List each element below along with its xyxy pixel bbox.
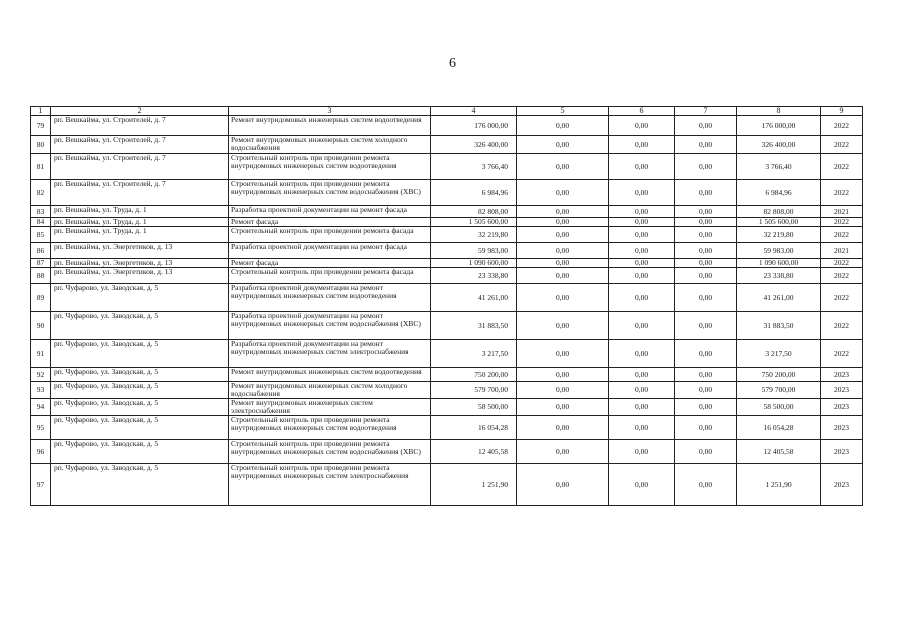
cost-cell: 32 219,80 [737, 227, 821, 243]
cost-cell: 0,00 [675, 312, 737, 340]
row-number: 90 [31, 312, 51, 340]
cost-cell: 326 400,00 [737, 136, 821, 154]
cost-cell: 0,00 [609, 312, 675, 340]
work-type-cell: Ремонт внутридомовых инженерных систем холодного водоснабжения [229, 382, 431, 399]
cost-total-cell: 1 251,90 [431, 464, 517, 506]
cost-cell: 12 405,58 [737, 440, 821, 464]
table-row [31, 464, 863, 506]
row-number: 80 [31, 136, 51, 154]
year-cell: 2022 [821, 340, 863, 368]
year-cell: 2023 [821, 416, 863, 440]
cost-cell: 0,00 [517, 227, 609, 243]
cost-cell: 0,00 [517, 116, 609, 136]
address-cell: рп. Чуфарово, ул. Заводская, д. 5 [51, 399, 229, 416]
table-row [31, 227, 863, 243]
column-number-header: 5 [517, 107, 609, 116]
cost-cell: 0,00 [675, 268, 737, 284]
table-row [31, 206, 863, 218]
cost-cell: 58 500,00 [737, 399, 821, 416]
year-cell: 2023 [821, 399, 863, 416]
cost-cell: 0,00 [609, 440, 675, 464]
work-type-cell: Строительный контроль при проведении ремонта внутридомовых инженерных систем водоотведения [229, 154, 431, 180]
work-type-cell: Строительный контроль при проведении ремонта внутридомовых инженерных систем электроснабжения [229, 464, 431, 506]
work-type-cell: Разработка проектной документации на ремонт фасада [229, 243, 431, 259]
table-row [31, 218, 863, 227]
cost-cell: 0,00 [517, 243, 609, 259]
year-cell: 2023 [821, 382, 863, 399]
table-row [31, 399, 863, 416]
row-number: 94 [31, 399, 51, 416]
address-cell: рп. Вешкайма, ул. Труда, д. 1 [51, 218, 229, 227]
cost-cell: 0,00 [675, 382, 737, 399]
table-row [31, 312, 863, 340]
address-cell: рп. Вешкайма, ул. Строителей, д. 7 [51, 180, 229, 206]
year-cell: 2022 [821, 180, 863, 206]
page-number: 6 [449, 56, 456, 71]
cost-total-cell: 1 505 600,00 [431, 218, 517, 227]
cost-total-cell: 58 500,00 [431, 399, 517, 416]
work-type-cell: Строительный контроль при проведении ремонта внутридомовых инженерных систем водоснабжения (ХВС) [229, 440, 431, 464]
table-row [31, 116, 863, 136]
work-type-cell: Разработка проектной документации на ремонт внутридомовых инженерных систем водоотведения [229, 284, 431, 312]
year-cell: 2022 [821, 136, 863, 154]
column-number-header: 9 [821, 107, 863, 116]
cost-cell: 0,00 [675, 227, 737, 243]
cost-cell: 59 983,00 [737, 243, 821, 259]
cost-cell: 0,00 [609, 243, 675, 259]
row-number: 89 [31, 284, 51, 312]
work-type-cell: Ремонт внутридомовых инженерных систем водоотведения [229, 368, 431, 382]
cost-total-cell: 6 984,96 [431, 180, 517, 206]
row-number: 93 [31, 382, 51, 399]
work-type-cell: Ремонт фасада [229, 218, 431, 227]
cost-cell: 0,00 [517, 464, 609, 506]
work-type-cell: Разработка проектной документации на ремонт внутридомовых инженерных систем водоснабжения (ХВС) [229, 312, 431, 340]
cost-cell: 0,00 [609, 340, 675, 368]
cost-cell: 16 054,28 [737, 416, 821, 440]
cost-cell: 0,00 [675, 399, 737, 416]
year-cell: 2021 [821, 243, 863, 259]
address-cell: рп. Чуфарово, ул. Заводская, д. 5 [51, 464, 229, 506]
address-cell: рп. Вешкайма, ул. Энергетиков, д. 13 [51, 268, 229, 284]
cost-cell: 0,00 [609, 284, 675, 312]
cost-total-cell: 59 983,00 [431, 243, 517, 259]
cost-cell: 0,00 [675, 416, 737, 440]
year-cell: 2022 [821, 284, 863, 312]
cost-cell: 0,00 [675, 136, 737, 154]
table-row [31, 284, 863, 312]
row-number: 88 [31, 268, 51, 284]
cost-total-cell: 16 054,28 [431, 416, 517, 440]
address-cell: рп. Чуфарово, ул. Заводская, д. 5 [51, 416, 229, 440]
cost-cell: 0,00 [675, 464, 737, 506]
cost-cell: 0,00 [517, 206, 609, 218]
work-type-cell: Ремонт внутридомовых инженерных систем холодного водоснабжения [229, 136, 431, 154]
cost-cell: 41 261,00 [737, 284, 821, 312]
row-number: 83 [31, 206, 51, 218]
cost-cell: 0,00 [609, 268, 675, 284]
cost-cell: 0,00 [609, 218, 675, 227]
cost-cell: 23 338,80 [737, 268, 821, 284]
cost-cell: 0,00 [609, 464, 675, 506]
cost-cell: 0,00 [675, 368, 737, 382]
column-number-header: 4 [431, 107, 517, 116]
cost-cell: 0,00 [517, 284, 609, 312]
address-cell: рп. Вешкайма, ул. Энергетиков, д. 13 [51, 243, 229, 259]
row-number: 97 [31, 464, 51, 506]
cost-cell: 176 000,00 [737, 116, 821, 136]
cost-cell: 0,00 [517, 440, 609, 464]
year-cell: 2023 [821, 464, 863, 506]
table-row [31, 243, 863, 259]
cost-cell: 0,00 [675, 284, 737, 312]
cost-cell: 0,00 [675, 206, 737, 218]
address-cell: рп. Вешкайма, ул. Строителей, д. 7 [51, 116, 229, 136]
row-number: 85 [31, 227, 51, 243]
cost-cell: 0,00 [609, 136, 675, 154]
work-type-cell: Строительный контроль при проведении ремонта внутридомовых инженерных систем водоотведения [229, 416, 431, 440]
address-cell: рп. Вешкайма, ул. Труда, д. 1 [51, 227, 229, 243]
year-cell: 2022 [821, 116, 863, 136]
cost-cell: 0,00 [517, 180, 609, 206]
work-type-cell: Ремонт фасада [229, 259, 431, 268]
cost-total-cell: 1 090 600,00 [431, 259, 517, 268]
cost-total-cell: 326 400,00 [431, 136, 517, 154]
cost-cell: 0,00 [675, 340, 737, 368]
year-cell: 2022 [821, 268, 863, 284]
row-number: 82 [31, 180, 51, 206]
row-number: 92 [31, 368, 51, 382]
table-row [31, 368, 863, 382]
cost-cell: 0,00 [609, 116, 675, 136]
cost-cell: 0,00 [517, 136, 609, 154]
work-type-cell: Ремонт внутридомовых инженерных систем водоотведения [229, 116, 431, 136]
row-number: 96 [31, 440, 51, 464]
address-cell: рп. Чуфарово, ул. Заводская, д. 5 [51, 368, 229, 382]
work-type-cell: Ремонт внутридомовых инженерных систем электроснабжения [229, 399, 431, 416]
year-cell: 2021 [821, 206, 863, 218]
cost-cell: 0,00 [517, 268, 609, 284]
row-number: 81 [31, 154, 51, 180]
cost-cell: 1 505 600,00 [737, 218, 821, 227]
row-number: 95 [31, 416, 51, 440]
table-row [31, 416, 863, 440]
table-row [31, 259, 863, 268]
year-cell: 2023 [821, 440, 863, 464]
year-cell: 2022 [821, 259, 863, 268]
address-cell: рп. Чуфарово, ул. Заводская, д. 5 [51, 312, 229, 340]
cost-cell: 0,00 [675, 116, 737, 136]
year-cell: 2022 [821, 312, 863, 340]
cost-total-cell: 23 338,80 [431, 268, 517, 284]
cost-cell: 0,00 [609, 206, 675, 218]
cost-cell: 3 217,50 [737, 340, 821, 368]
cost-total-cell: 579 700,00 [431, 382, 517, 399]
cost-total-cell: 3 766,40 [431, 154, 517, 180]
row-number: 91 [31, 340, 51, 368]
column-number-header: 3 [229, 107, 431, 116]
table-row [31, 180, 863, 206]
cost-cell: 6 984,96 [737, 180, 821, 206]
row-number: 87 [31, 259, 51, 268]
year-cell: 2022 [821, 218, 863, 227]
cost-cell: 82 808,00 [737, 206, 821, 218]
row-number: 86 [31, 243, 51, 259]
cost-cell: 0,00 [517, 368, 609, 382]
cost-total-cell: 32 219,80 [431, 227, 517, 243]
year-cell: 2023 [821, 368, 863, 382]
cost-cell: 0,00 [609, 382, 675, 399]
column-number-header: 1 [31, 107, 51, 116]
work-type-cell: Строительный контроль при проведении ремонта фасада [229, 268, 431, 284]
table-row [31, 268, 863, 284]
work-type-cell: Разработка проектной документации на ремонт фасада [229, 206, 431, 218]
work-type-cell: Строительный контроль при проведении ремонта фасада [229, 227, 431, 243]
address-cell: рп. Вешкайма, ул. Труда, д. 1 [51, 206, 229, 218]
cost-cell: 0,00 [517, 399, 609, 416]
repair-works-table [30, 106, 863, 506]
column-number-header: 6 [609, 107, 675, 116]
address-cell: рп. Чуфарово, ул. Заводская, д. 5 [51, 284, 229, 312]
address-cell: рп. Чуфарово, ул. Заводская, д. 5 [51, 340, 229, 368]
address-cell: рп. Вешкайма, ул. Энергетиков, д. 13 [51, 259, 229, 268]
cost-cell: 0,00 [675, 243, 737, 259]
cost-cell: 0,00 [675, 440, 737, 464]
column-number-header: 8 [737, 107, 821, 116]
cost-cell: 0,00 [517, 340, 609, 368]
table-row [31, 154, 863, 180]
cost-total-cell: 750 200,00 [431, 368, 517, 382]
cost-cell: 0,00 [675, 218, 737, 227]
row-number: 79 [31, 116, 51, 136]
table-row [31, 136, 863, 154]
cost-cell: 0,00 [517, 416, 609, 440]
cost-total-cell: 176 000,00 [431, 116, 517, 136]
cost-cell: 0,00 [609, 259, 675, 268]
cost-cell: 0,00 [609, 416, 675, 440]
work-type-cell: Строительный контроль при проведении ремонта внутридомовых инженерных систем водоснабжения (ХВС) [229, 180, 431, 206]
cost-cell: 0,00 [609, 180, 675, 206]
cost-cell: 0,00 [609, 154, 675, 180]
cost-cell: 0,00 [675, 180, 737, 206]
cost-cell: 0,00 [609, 399, 675, 416]
row-number: 84 [31, 218, 51, 227]
address-cell: рп. Вешкайма, ул. Строителей, д. 7 [51, 136, 229, 154]
cost-cell: 0,00 [517, 259, 609, 268]
year-cell: 2022 [821, 154, 863, 180]
cost-total-cell: 41 261,00 [431, 284, 517, 312]
address-cell: рп. Чуфарово, ул. Заводская, д. 5 [51, 440, 229, 464]
cost-cell: 31 883,50 [737, 312, 821, 340]
table-row [31, 382, 863, 399]
cost-total-cell: 12 405,58 [431, 440, 517, 464]
cost-cell: 0,00 [609, 227, 675, 243]
cost-total-cell: 3 217,50 [431, 340, 517, 368]
cost-total-cell: 31 883,50 [431, 312, 517, 340]
cost-cell: 0,00 [517, 218, 609, 227]
year-cell: 2022 [821, 227, 863, 243]
cost-cell: 0,00 [675, 259, 737, 268]
cost-cell: 750 200,00 [737, 368, 821, 382]
cost-cell: 1 251,90 [737, 464, 821, 506]
table-header-row [31, 107, 863, 116]
address-cell: рп. Вешкайма, ул. Строителей, д. 7 [51, 154, 229, 180]
cost-cell: 0,00 [675, 154, 737, 180]
cost-cell: 0,00 [517, 382, 609, 399]
column-number-header: 7 [675, 107, 737, 116]
cost-cell: 3 766,40 [737, 154, 821, 180]
cost-total-cell: 82 808,00 [431, 206, 517, 218]
work-type-cell: Разработка проектной документации на ремонт внутридомовых инженерных систем электроснабжения [229, 340, 431, 368]
cost-cell: 0,00 [517, 312, 609, 340]
cost-cell: 579 700,00 [737, 382, 821, 399]
address-cell: рп. Чуфарово, ул. Заводская, д. 5 [51, 382, 229, 399]
table-row [31, 440, 863, 464]
column-number-header: 2 [51, 107, 229, 116]
table-row [31, 340, 863, 368]
cost-cell: 1 090 600,00 [737, 259, 821, 268]
cost-cell: 0,00 [517, 154, 609, 180]
cost-cell: 0,00 [609, 368, 675, 382]
